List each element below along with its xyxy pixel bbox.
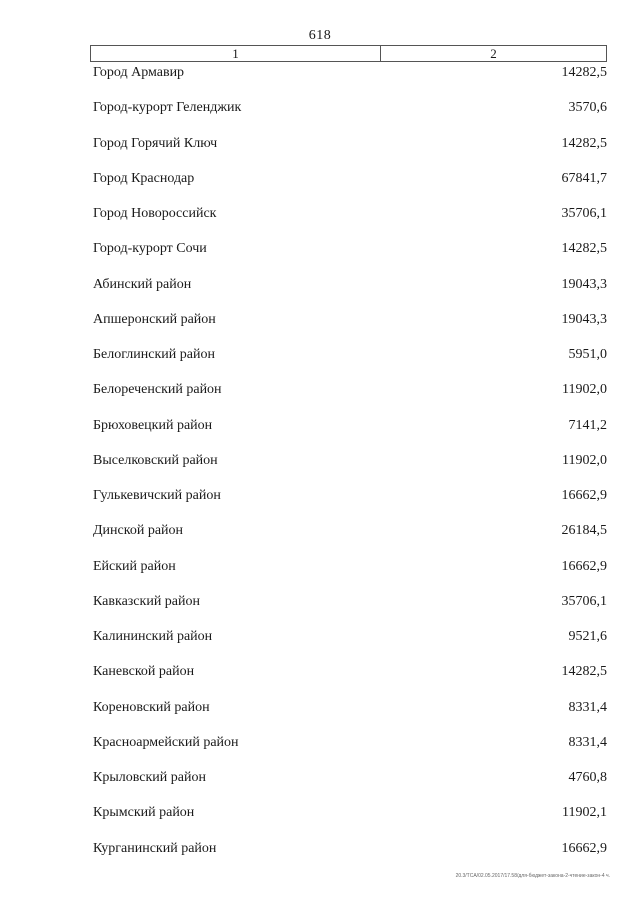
amount-value: 19043,3	[561, 276, 607, 292]
amount-value: 11902,0	[562, 452, 607, 468]
amount-value: 5951,0	[568, 347, 607, 362]
amount-value: 14282,5	[561, 241, 607, 257]
municipality-name: Брюховецкий район	[93, 417, 213, 433]
table-row	[93, 521, 607, 556]
column-header-1: 1	[91, 46, 381, 61]
table-row	[93, 380, 607, 415]
municipality-name: Динской район	[93, 523, 184, 539]
amount-value: 4760,8	[568, 770, 607, 785]
municipality-name: Крымский район	[93, 805, 195, 821]
table-row	[93, 169, 607, 204]
table-row	[93, 345, 607, 380]
table-row	[93, 204, 607, 239]
table-row	[93, 63, 607, 98]
table-header-row	[90, 45, 607, 62]
amount-value: 35706,1	[561, 593, 607, 609]
table-row	[93, 275, 607, 310]
amount-value: 14282,5	[561, 664, 607, 680]
table-row	[93, 839, 607, 874]
amount-value: 11902,0	[562, 382, 607, 398]
amount-value: 19043,3	[561, 311, 607, 327]
municipality-name: Белоглинский район	[93, 347, 215, 362]
municipality-name: Каневской район	[93, 664, 195, 680]
table-row	[93, 134, 607, 169]
table-row	[93, 239, 607, 274]
amount-value: 14282,5	[561, 135, 607, 151]
amount-value: 14282,5	[561, 65, 607, 80]
municipality-name: Гулькевичский район	[93, 488, 221, 503]
page-number: 618	[308, 28, 332, 43]
municipality-name: Город Новороссийск	[93, 206, 217, 221]
table-row	[93, 733, 607, 768]
table-row	[93, 451, 607, 486]
table-row	[93, 803, 607, 838]
amount-value: 8331,4	[568, 699, 607, 715]
amount-value: 16662,9	[561, 558, 607, 574]
municipality-name: Город-курорт Геленджик	[93, 100, 242, 116]
table-body	[93, 63, 607, 874]
amount-value: 16662,9	[561, 840, 607, 856]
amount-value: 11902,1	[562, 805, 607, 821]
amount-value: 9521,6	[568, 629, 607, 644]
column-header-2: 2	[490, 46, 497, 61]
table-row	[93, 592, 607, 627]
municipality-name: Белореченский район	[93, 382, 222, 398]
amount-value: 35706,1	[561, 206, 607, 221]
amount-value: 26184,5	[561, 523, 607, 539]
table-row	[93, 310, 607, 345]
municipality-name: Абинский район	[93, 276, 192, 292]
table-row	[93, 98, 607, 133]
table-row	[93, 662, 607, 697]
footer-note: 20.3/TCA/02.05.2017/17.58/для-бюджет-закона-2-чтение-закон-4 ч.	[455, 873, 610, 879]
amount-value: 8331,4	[568, 734, 607, 750]
amount-value: 16662,9	[561, 488, 607, 503]
municipality-name: Красноармейский район	[93, 734, 239, 750]
table-row	[93, 698, 607, 733]
amount-value: 3570,6	[568, 100, 607, 116]
municipality-name: Курганинский район	[93, 840, 217, 856]
table-row	[93, 627, 607, 662]
municipality-name: Город Армавир	[93, 65, 185, 80]
municipality-name: Город Горячий Ключ	[93, 135, 218, 151]
municipality-name: Крыловский район	[93, 770, 206, 785]
table-row	[93, 557, 607, 592]
municipality-name: Кавказский район	[93, 593, 201, 609]
table-row	[93, 416, 607, 451]
municipality-name: Калининский район	[93, 629, 213, 644]
municipality-name: Выселковский район	[93, 452, 218, 468]
amount-value: 7141,2	[568, 417, 607, 433]
municipality-name: Кореновский район	[93, 699, 210, 715]
municipality-name: Апшеронский район	[93, 311, 216, 327]
municipality-name: Город Краснодар	[93, 170, 195, 186]
table-row	[93, 486, 607, 521]
municipality-name: Ейский район	[93, 558, 176, 574]
municipality-name: Город-курорт Сочи	[93, 241, 207, 257]
table-row	[93, 768, 607, 803]
amount-value: 67841,7	[561, 170, 607, 186]
